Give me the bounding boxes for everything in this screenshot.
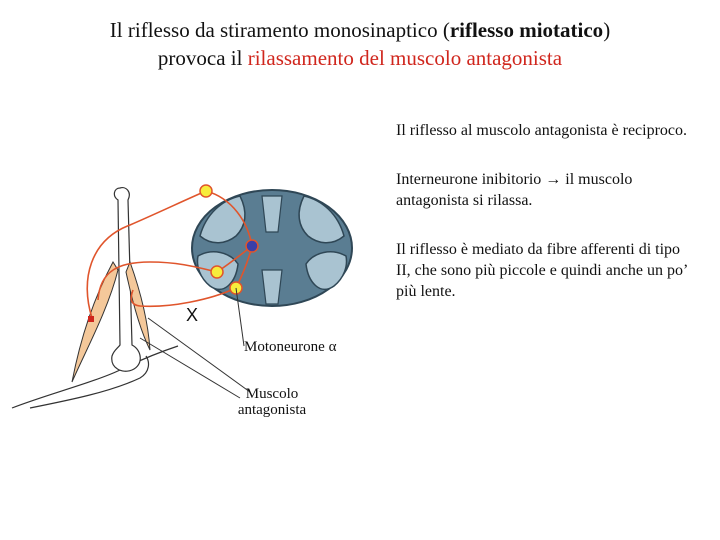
arm-outline [12, 346, 178, 408]
central-white [262, 196, 282, 232]
note-interneuron: Interneurone inibitorio → il muscolo antagonista si rilassa. [396, 171, 633, 209]
spindle-marker [88, 316, 94, 322]
note-fiber-type: Il riflesso è mediato da fibre afferenti di tipo II, che sono più piccole e quindi anche un po’ più lente. [396, 241, 688, 300]
title-bold-term: riflesso miotatico [449, 18, 604, 42]
title-highlight: rilassamento del muscolo antagonista [247, 46, 563, 70]
agonist-muscle [72, 262, 118, 382]
ganglion-neuron [200, 185, 212, 197]
block-mark: X [186, 305, 199, 325]
motoneuron-label: Motoneurone α [244, 339, 337, 355]
afferent-fiber-2 [98, 262, 217, 300]
sensory-neuron [211, 266, 223, 278]
title-line-1: Il riflesso da stiramento monosinaptico (riflesso miotatico) [109, 18, 611, 42]
interneuron [246, 240, 258, 252]
muscle-pointer [148, 318, 250, 392]
notes-panel [396, 120, 696, 330]
title-line-2: provoca il rilassamento del muscolo antagonista [157, 46, 563, 70]
note-reciprocal: Il riflesso al muscolo antagonista è reciproco. [396, 122, 688, 139]
antagonist-muscle-label: Muscolo antagonista [237, 386, 307, 418]
central-white-lower [262, 270, 282, 304]
